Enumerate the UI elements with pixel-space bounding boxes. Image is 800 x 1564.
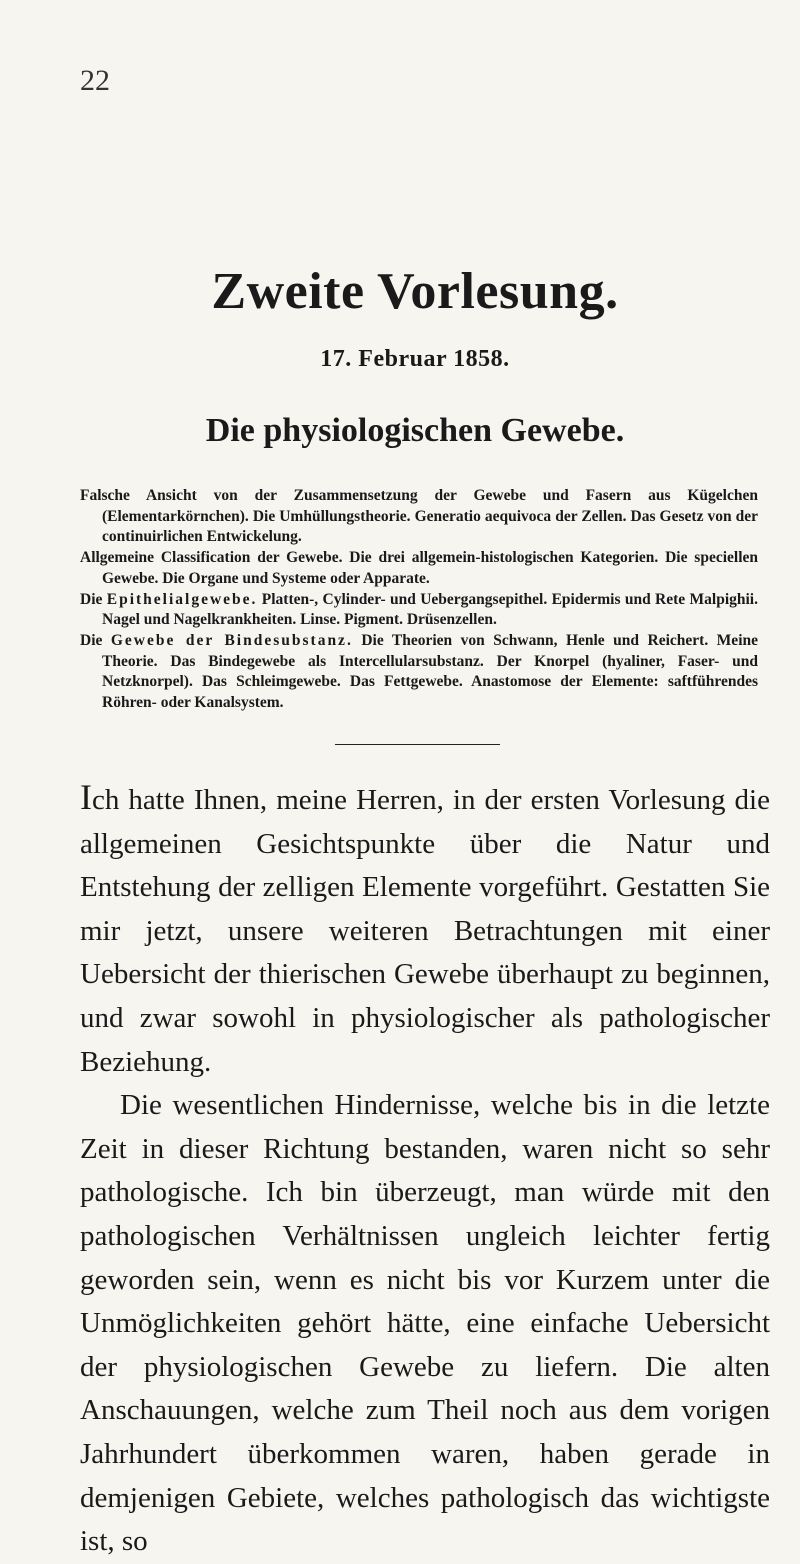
page-number: 22: [80, 64, 110, 97]
body-text: [80, 776, 770, 1564]
summary-rest: Platten-, Cylinder- und Uebergangsepithel. Epidermis und Rete Malpighii. Nagel und Nagelkrankheiten. Linse. Pigment. Drüsenzellen.: [102, 590, 758, 629]
body-paragraph: Ich hatte Ihnen, meine Herren, in der ersten Vorlesung die allgemeinen Gesichtspunkte über die Natur und Entstehung der zelligen Elemente vorgeführt. Gestatten Sie mir jetzt, unsere weiteren Betrachtungen mit einer Uebersicht der thierischen Gewebe überhaupt zu beginnen, und zwar sowohl in physiologischer als pathologischer Beziehung.: [80, 777, 770, 1078]
body-paragraph: Die wesentlichen Hindernisse, welche bis in die letzte Zeit in dieser Richtung bestanden, waren nicht so sehr pathologische. Ich bin überzeugt, man würde mit den pathologischen Verhältnissen ungleich leichter fertig geworden sein, wenn es nicht bis vor Kurzem unter die Unmöglichkeiten gehört hätte, eine einfache Uebersicht der physiologischen Gewebe zu liefern. Die alten Anschauungen, welche zum Theil noch aus dem vorigen Jahrhundert überkommen waren, haben gerade in demjenigen Gebiete, welches pathologisch das wichtigste ist, so: [80, 1089, 770, 1558]
lecture-date: 17. Februar 1858.: [320, 346, 510, 372]
summary-emphasis: Epithelialgewebe.: [106, 590, 258, 608]
summary-rest: Die Theorien von Schwann, Henle und Reichert. Meine Theorie. Das Bindegewebe als Intercellularsubstanz. Der Knorpel (hyaliner, Faser- und Netzknorpel). Das Schleimgewebe. Das Fettgewebe. Anastomose der Elemente: saftführendes Röhren- oder Kanalsystem.: [102, 631, 758, 712]
summary-paragraph: Falsche Ansicht von der Zusammensetzung der Gewebe und Fasern aus Kügelchen (Elementarkörnchen). Die Umhüllungstheorie. Generatio aequivoca der Zellen. Das Gesetz von der continuirlichen Entwickelung.: [80, 487, 758, 546]
divider-rule: [335, 744, 500, 745]
chapter-summary: [80, 486, 758, 714]
summary-lead: Die: [80, 590, 107, 608]
summary-paragraph: [80, 631, 758, 714]
summary-lead: Die: [80, 631, 111, 649]
summary-emphasis: Gewebe der Bindesubstanz.: [110, 631, 353, 649]
summary-paragraph: Allgemeine Classification der Gewebe. Die drei allgemein-histologischen Kategorien. Die speciellen Gewebe. Die Organe und Systeme oder Apparate.: [80, 549, 758, 587]
section-title: Die physiologischen Gewebe.: [205, 412, 625, 449]
summary-paragraph: [80, 590, 758, 631]
chapter-title: Zweite Vorlesung.: [211, 263, 619, 320]
